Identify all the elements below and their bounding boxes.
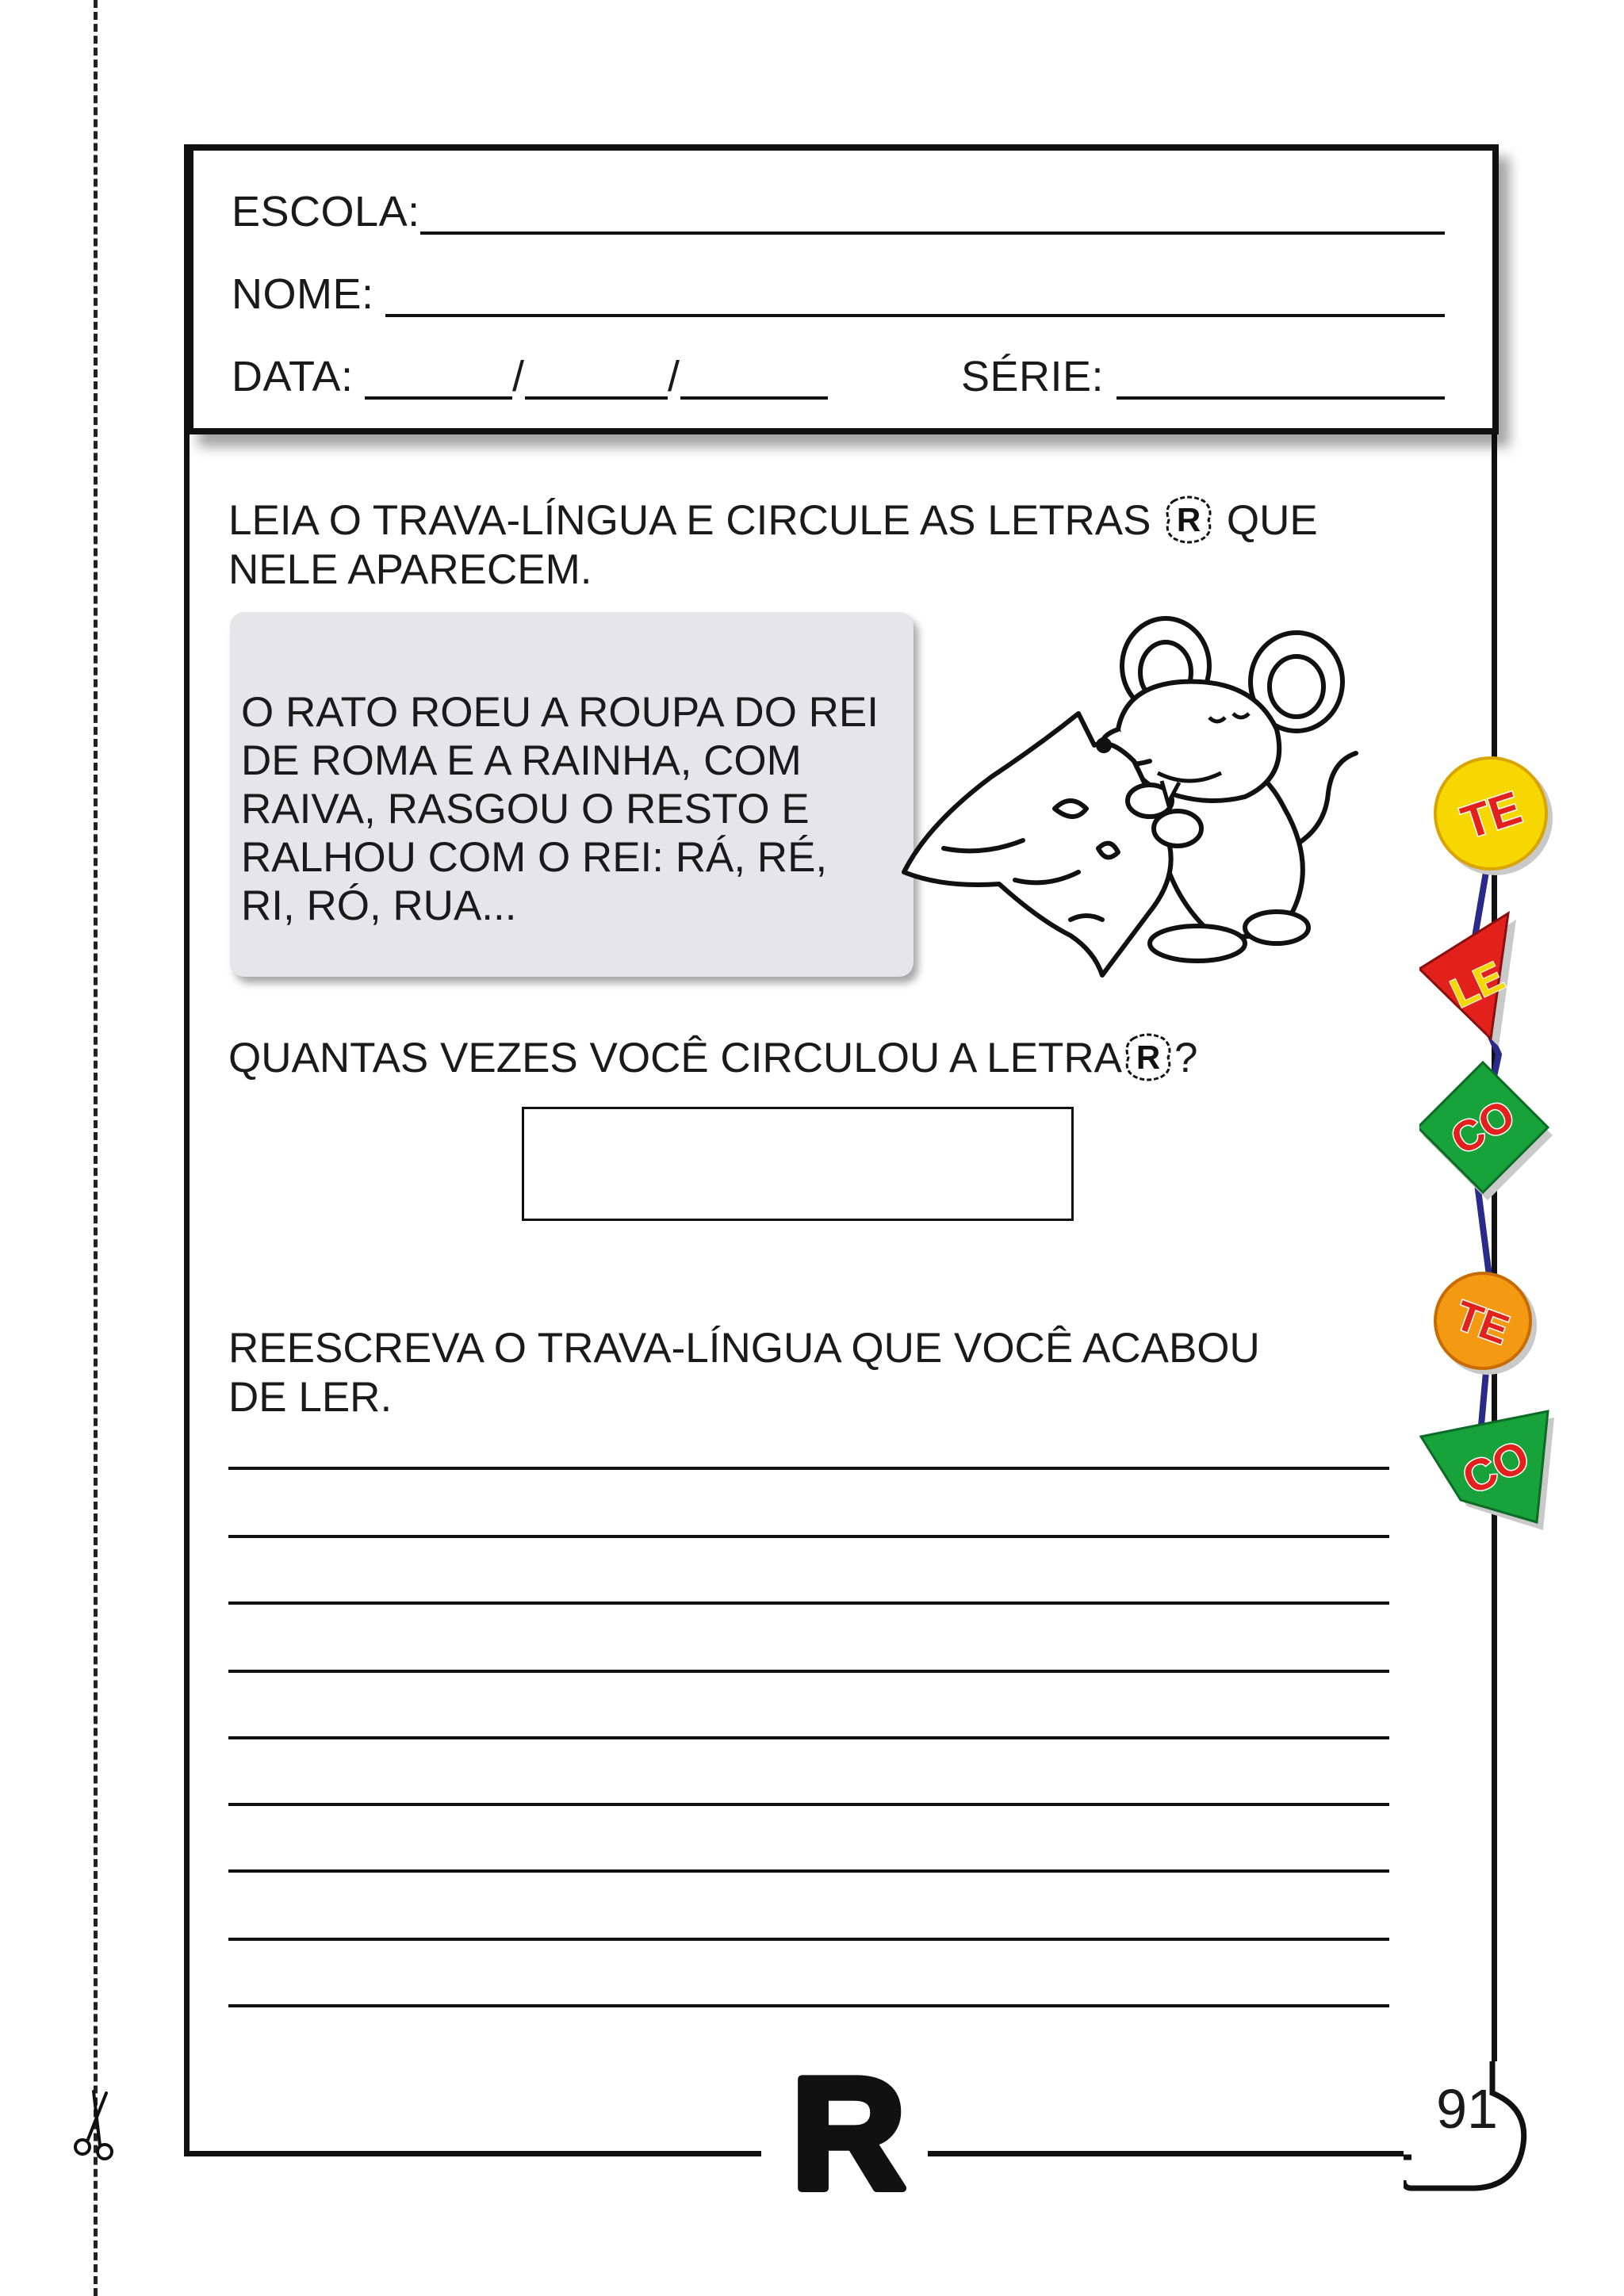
instruction-text: LEIA O TRAVA-LÍNGUA E CIRCULE AS LETRAS (228, 497, 1151, 544)
date-day-line[interactable] (365, 396, 512, 400)
tongue-twister-line: RALHOU COM O REI: RÁ, RÉ, (241, 834, 828, 881)
writing-line[interactable] (228, 1803, 1389, 1806)
tongue-twister-line: O RATO ROEU A ROUPA DO REI (241, 689, 879, 736)
date-month-line[interactable] (525, 396, 668, 400)
writing-line[interactable] (228, 1736, 1389, 1739)
rat-eating-clothes-illustration (896, 610, 1372, 991)
teleteco-side-tabs (1419, 745, 1578, 1570)
tab-te-yellow (1435, 758, 1553, 875)
r-badge-icon (1162, 495, 1215, 544)
nome-line[interactable] (385, 314, 1445, 317)
cut-line (94, 0, 98, 2296)
tongue-twister-line: RI, RÓ, RUA... (241, 882, 517, 929)
date-slash: / (668, 353, 680, 400)
serie-label: SÉRIE: (961, 353, 1105, 400)
date-slash: / (512, 353, 525, 400)
instruction-text: NELE APARECEM. (228, 546, 592, 593)
writing-line[interactable] (228, 2004, 1389, 2007)
tongue-twister-line: DE ROMA E A RAINHA, COM (241, 737, 802, 784)
svg-text:R: R (791, 2057, 906, 2204)
escola-line[interactable] (420, 232, 1445, 235)
tab-label: CO (1442, 1090, 1523, 1165)
question-text: QUANTAS VEZES VOCÊ CIRCULOU A LETRA (228, 1035, 1123, 1081)
tab-te-orange (1435, 1273, 1537, 1375)
question-text: ? (1174, 1035, 1198, 1081)
tab-co-green-2 (1421, 1411, 1554, 1530)
tongue-twister-text (241, 688, 907, 930)
writing-line[interactable] (228, 1467, 1389, 1470)
tab-co-green (1419, 1062, 1553, 1200)
question-count-r (228, 1032, 1339, 1083)
tongue-twister-line: RAIVA, RASGOU O RESTO E (241, 786, 810, 832)
data-label: DATA: (232, 353, 354, 400)
escola-label: ESCOLA: (232, 188, 420, 235)
answer-box[interactable] (522, 1107, 1074, 1221)
svg-text:R: R (1177, 501, 1201, 538)
serie-line[interactable] (1116, 396, 1445, 400)
tab-label: LE (1443, 953, 1511, 1018)
instruction-text: DE LER. (228, 1374, 393, 1421)
tab-label: TE (1455, 782, 1528, 849)
writing-line[interactable] (228, 1869, 1389, 1873)
footer-big-letter (785, 2057, 912, 2204)
writing-line[interactable] (228, 1938, 1389, 1941)
writing-line[interactable] (228, 1670, 1389, 1673)
nome-label: NOME: (232, 270, 374, 318)
instruction-circle-letters (228, 495, 1418, 595)
rewrite-instruction (228, 1324, 1418, 1422)
tab-le-red (1419, 913, 1516, 1047)
svg-text:R: R (1136, 1039, 1161, 1076)
tab-label: CO (1454, 1430, 1537, 1504)
scissors-icon (70, 2085, 125, 2164)
writing-line[interactable] (228, 1535, 1389, 1538)
date-year-line[interactable] (680, 396, 828, 400)
tab-label: TE (1449, 1292, 1515, 1354)
writing-line[interactable] (228, 1601, 1389, 1605)
page-number: 91 (1436, 2078, 1498, 2140)
r-badge-icon (1122, 1032, 1174, 1081)
instruction-text: QUE (1226, 497, 1318, 544)
instruction-text: REESCREVA O TRAVA-LÍNGUA QUE VOCÊ ACABOU (228, 1325, 1260, 1372)
tongue-twister-box (230, 612, 914, 977)
